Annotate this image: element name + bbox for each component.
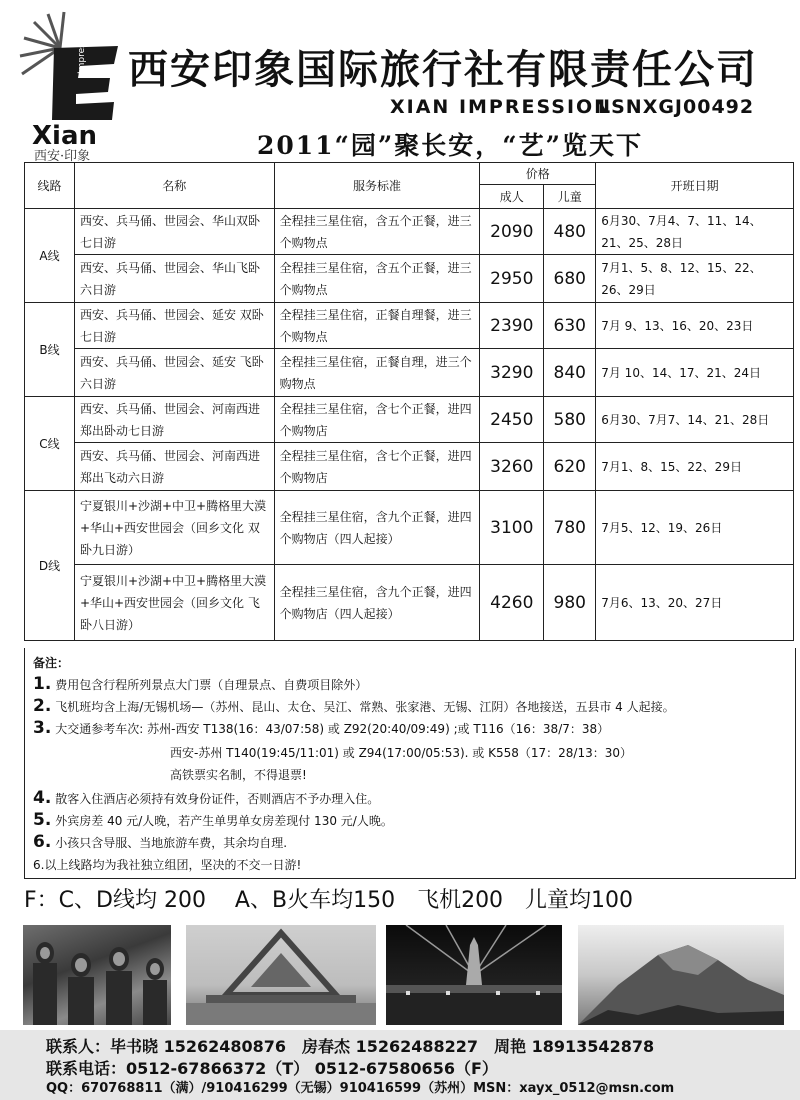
service-standard: 全程挂三星住宿，含九个正餐，进四个购物店（四人起接）: [274, 565, 480, 641]
adult-price: 2090: [480, 209, 544, 255]
service-standard: 全程挂三星住宿，含七个正餐，进四个购物店: [274, 443, 480, 491]
header-dates: 开班日期: [596, 163, 794, 209]
slogan: 2011“园”聚长安，“艺”览天下: [256, 131, 644, 160]
company-english-name: XIAN IMPRESSION: [390, 96, 613, 118]
adult-price: 3100: [480, 491, 544, 565]
company-name: 西安印象国际旅行社有限责任公司: [128, 47, 758, 93]
service-standard: 全程挂三星住宿，正餐自理，进三个购物点: [274, 349, 480, 397]
note-text: 外宾房差 40 元/人晚，若产生单男单女房差现付 130 元/人晚。: [55, 814, 393, 828]
departure-dates: 7月1、5、8、12、15、22、26、29日: [596, 255, 794, 303]
departure-dates: 7月6、13、20、27日: [596, 565, 794, 641]
departure-dates: 6月30、7月4、7、11、14、21、25、28日: [596, 209, 794, 255]
child-price: 480: [544, 209, 596, 255]
company-logo: [14, 8, 126, 163]
child-price: 680: [544, 255, 596, 303]
departure-dates: 7月5、12、19、26日: [596, 491, 794, 565]
note-text: 散客入住酒店必须持有效身份证件，否则酒店不予办理入住。: [55, 792, 380, 806]
departure-dates: 7月 9、13、16、20、23日: [596, 303, 794, 349]
table-row: [25, 397, 794, 443]
tour-name: 西安、兵马俑、世园会、河南西进郑出卧动七日游: [74, 397, 274, 443]
contact-persons: 联系人：毕书晓 15262480876 房春杰 15262488227 周艳 18913542878: [46, 1037, 655, 1056]
child-price: 580: [544, 397, 596, 443]
note-text: 高铁票实名制，不得退票!: [170, 768, 307, 782]
table-row: [25, 209, 794, 255]
line-label: A线: [25, 209, 75, 303]
table-row: [25, 349, 794, 397]
adult-price: 3290: [480, 349, 544, 397]
contact-phones: 联系电话：0512-67866372（T） 0512-67580656（F）: [46, 1059, 498, 1078]
service-standard: 全程挂三星住宿，含五个正餐，进三个购物点: [274, 209, 480, 255]
note-item: [33, 674, 367, 694]
note-item: [33, 788, 379, 808]
tour-name: 西安、兵马俑、世园会、华山双卧七日游: [74, 209, 274, 255]
tour-name: 宁夏银川+沙湖+中卫+腾格里大漠+华山+西安世园会（回乡文化 双卧九日游）: [74, 491, 274, 565]
departure-dates: 7月 10、14、17、21、24日: [596, 349, 794, 397]
table-row: [25, 565, 794, 641]
child-price: 980: [544, 565, 596, 641]
note-text: 6.以上线路均为我社独立组团，坚决的不交一日游!: [33, 858, 302, 872]
adult-price: 2450: [480, 397, 544, 443]
note-text: 费用包含行程所列景点大门票（自理景点、自费项目除外）: [55, 678, 368, 692]
notes-section: [24, 648, 796, 879]
table-row: [25, 491, 794, 565]
note-text: 小孩只含导服、当地旅游车费，其余均自理.: [55, 836, 288, 850]
adult-price: 4260: [480, 565, 544, 641]
logo-main-text: Xian: [32, 121, 98, 151]
note-number: 6.: [33, 832, 52, 852]
note-text: 西安-苏州 T140(19:45/11:01) 或 Z94(17:00/05:53). 或 K558（17：28/13：30）: [170, 746, 632, 760]
departure-dates: 6月30、7月7、14、21、28日: [596, 397, 794, 443]
note-item: [33, 856, 301, 873]
child-price: 840: [544, 349, 596, 397]
tour-name: 西安、兵马俑、世园会、延安 双卧七日游: [74, 303, 274, 349]
contact-qq-msn: QQ：670768811（满）/910416299（无锡）910416599（苏州）MSN：xayx_0512@msn.com: [46, 1081, 675, 1096]
line-label: B线: [25, 303, 75, 397]
child-price: 620: [544, 443, 596, 491]
header-standard: 服务标准: [274, 163, 480, 209]
line-label: C线: [25, 397, 75, 491]
pagoda-night-photo: [386, 925, 562, 1025]
note-number: 5.: [33, 810, 52, 830]
license-number: LSNXGJ00492: [598, 96, 755, 118]
note-number: 1.: [33, 674, 52, 694]
child-price: 630: [544, 303, 596, 349]
terracotta-warriors-photo: [23, 925, 171, 1025]
header-name: 名称: [74, 163, 274, 209]
notes-title: 备注：: [33, 656, 70, 670]
huashan-mountain-photo: [578, 925, 784, 1025]
note-item: [33, 832, 287, 852]
note-item: [170, 744, 632, 761]
note-item: [33, 810, 393, 830]
note-number: 3.: [33, 718, 52, 738]
tour-name: 西安、兵马俑、世园会、河南西进郑出飞动六日游: [74, 443, 274, 491]
note-text: 飞机班均含上海/无锡机场—（苏州、昆山、太仓、吴江、常熟、张家港、无锡、江阴）各地接送，五县市 4 人起接。: [55, 700, 675, 714]
adult-price: 3260: [480, 443, 544, 491]
adult-price: 2950: [480, 255, 544, 303]
tour-name: 西安、兵马俑、世园会、华山飞卧六日游: [74, 255, 274, 303]
table-row: [25, 303, 794, 349]
header-adult: 成人: [480, 185, 544, 209]
fare-surcharge-line: F：C、D线均 200 A、B火车均150 飞机200 儿童均100: [24, 888, 634, 913]
tour-name: 宁夏银川+沙湖+中卫+腾格里大漠+华山+西安世园会（回乡文化 飞卧八日游）: [74, 565, 274, 641]
tour-name: 西安、兵马俑、世园会、延安 飞卧六日游: [74, 349, 274, 397]
contact-footer: [0, 1030, 800, 1100]
logo-sub-text: Impression: [77, 24, 87, 74]
note-item: [170, 766, 307, 783]
note-item: [33, 696, 675, 716]
service-standard: 全程挂三星住宿，含七个正餐，进四个购物店: [274, 397, 480, 443]
tour-table: [24, 162, 794, 641]
line-label: D线: [25, 491, 75, 641]
adult-price: 2390: [480, 303, 544, 349]
logo-cn-text: 西安·印象: [34, 149, 91, 163]
service-standard: 全程挂三星住宿，正餐自理餐，进三个购物点: [274, 303, 480, 349]
service-standard: 全程挂三星住宿，含五个正餐，进三个购物点: [274, 255, 480, 303]
table-row: [25, 255, 794, 303]
table-row: [25, 443, 794, 491]
child-price: 780: [544, 491, 596, 565]
service-standard: 全程挂三星住宿，含九个正餐，进四个购物店（四人起接）: [274, 491, 480, 565]
note-number: 2.: [33, 696, 52, 716]
header-child: 儿童: [544, 185, 596, 209]
expo-tower-photo: [186, 925, 376, 1025]
note-number: 4.: [33, 788, 52, 808]
header-price: 价格: [480, 163, 596, 185]
note-item: [33, 718, 609, 738]
note-text: 大交通参考车次: 苏州-西安 T138(16：43/07:58) 或 Z92(20:40/09:49) ;或 T116（16：38/7：38）: [55, 722, 610, 736]
header-line: 线路: [25, 163, 75, 209]
departure-dates: 7月1、8、15、22、29日: [596, 443, 794, 491]
